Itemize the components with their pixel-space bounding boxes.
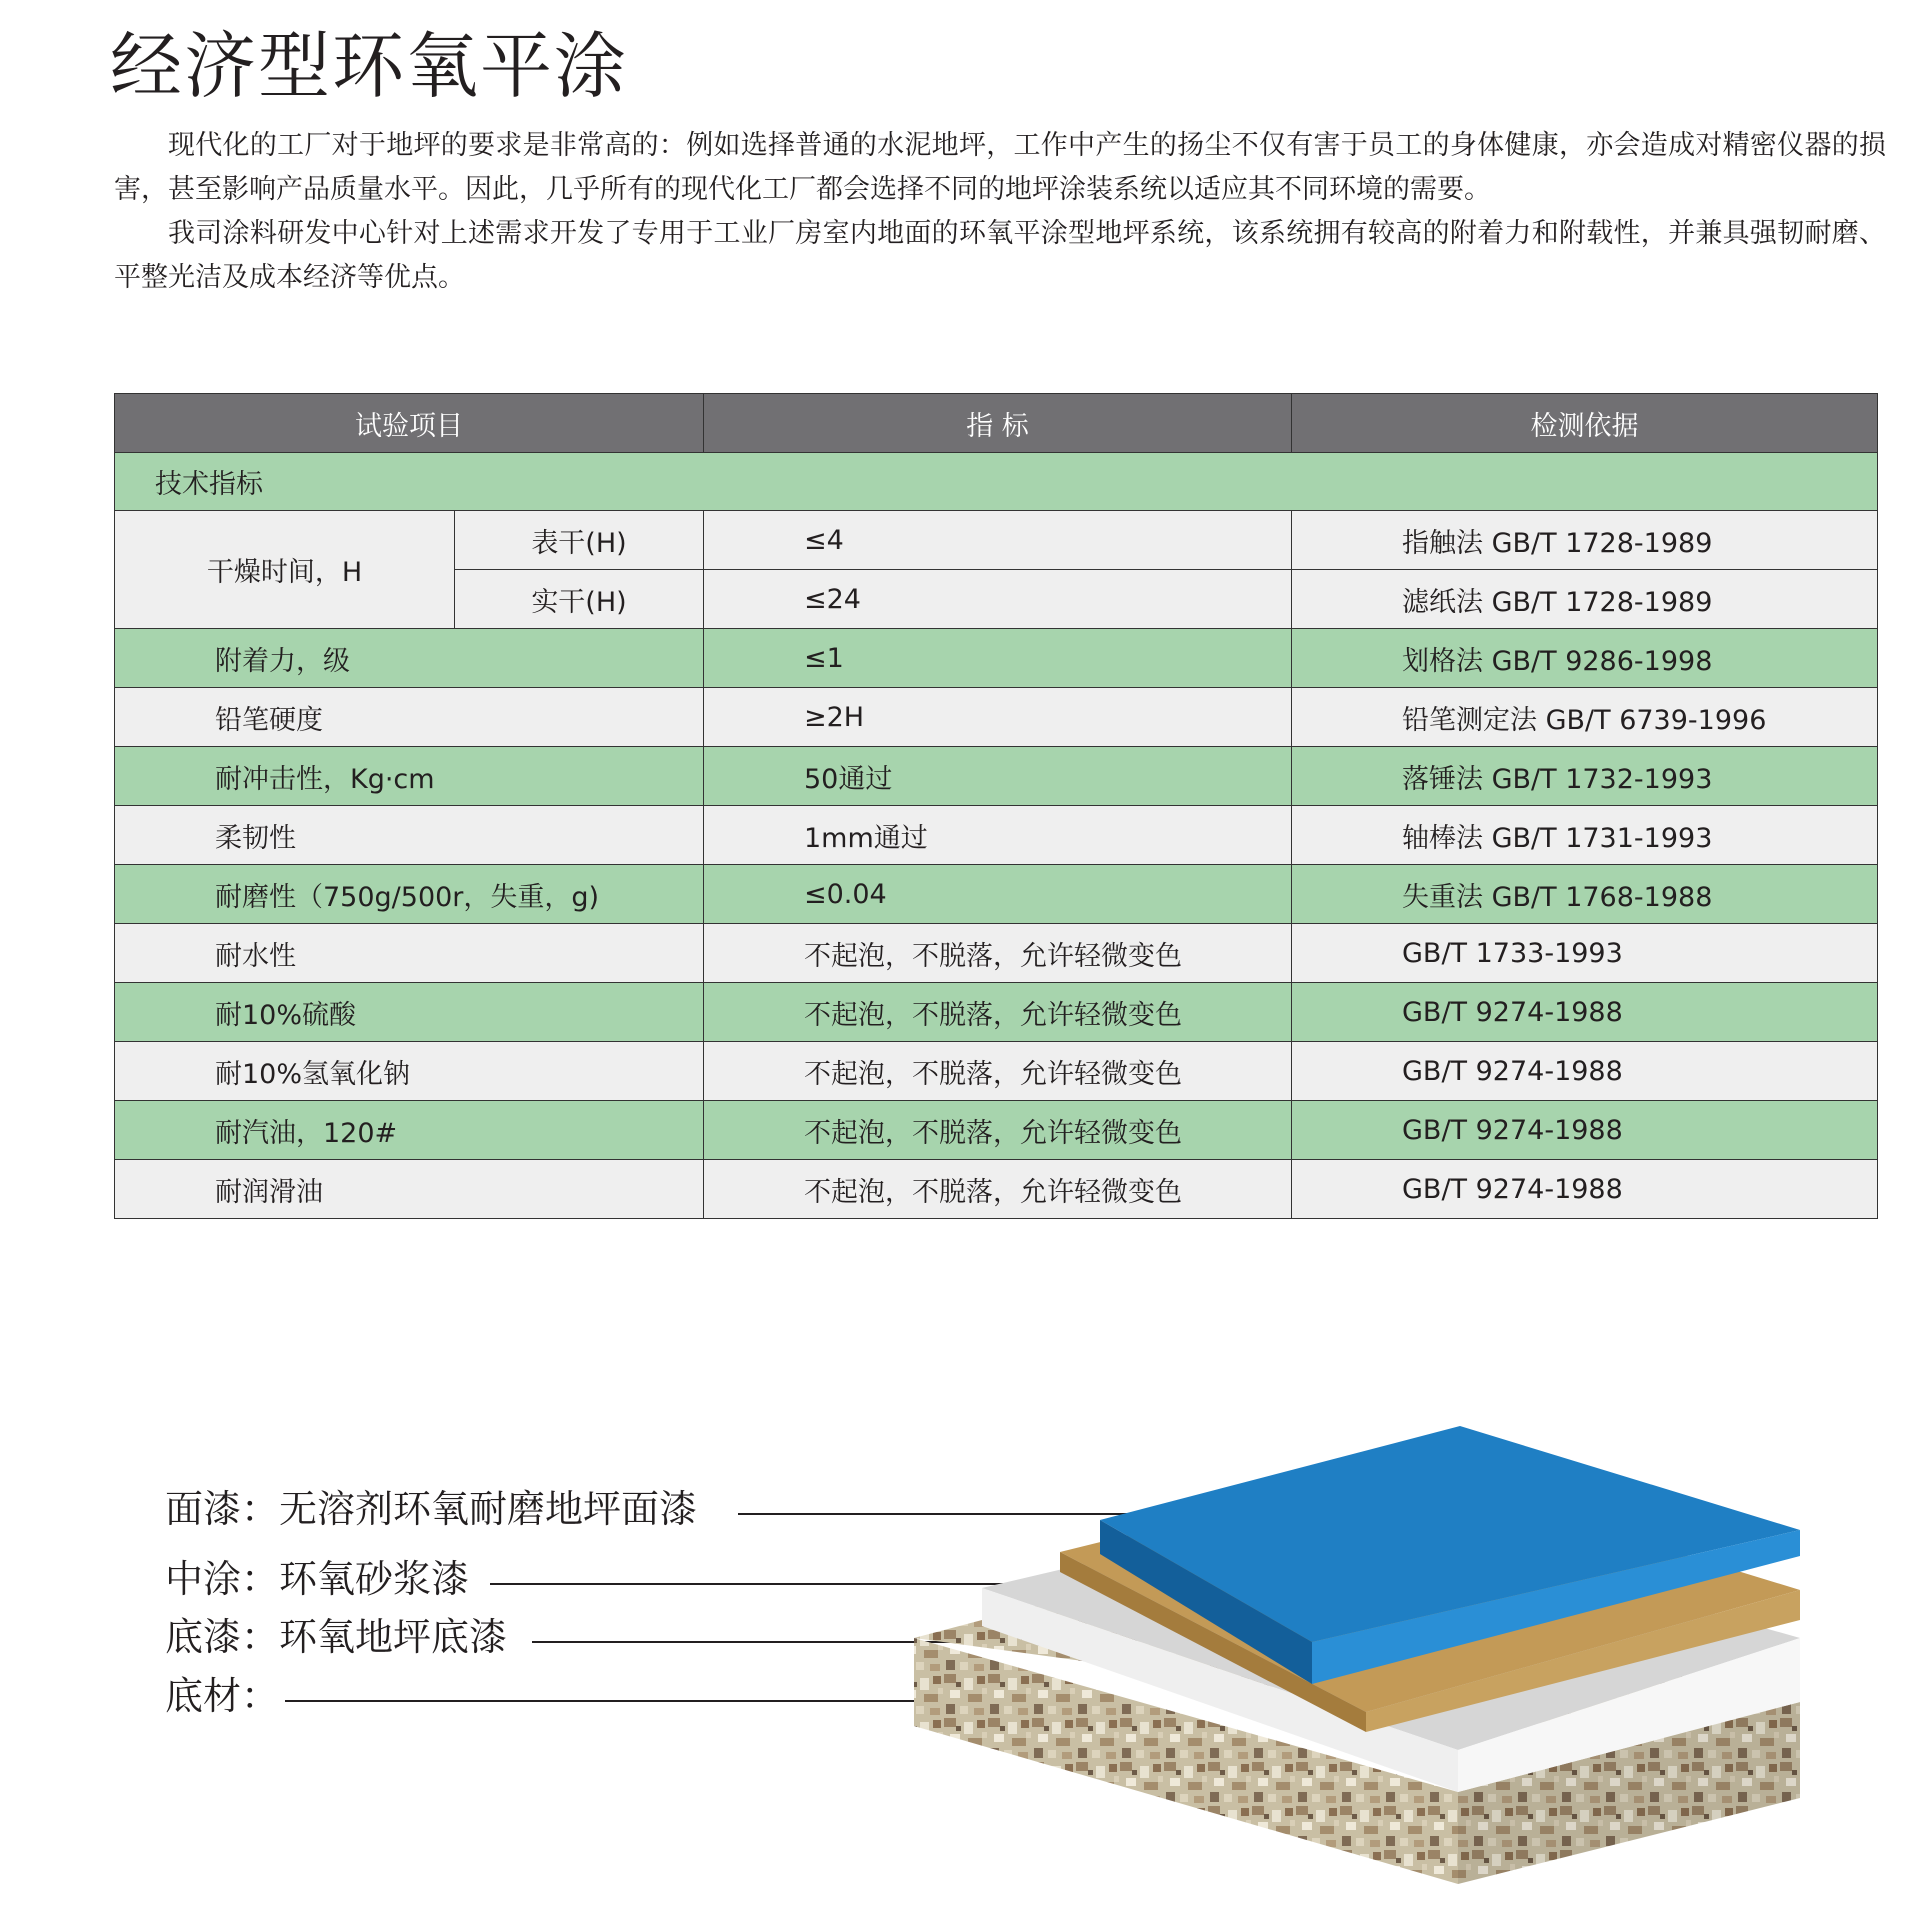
- drying-time-label: 干燥时间，H: [115, 511, 455, 629]
- layer-label-substrate: 底材：: [165, 1674, 280, 1718]
- value-cell: ≤24: [704, 570, 1292, 629]
- item-cell: 耐水性: [115, 924, 704, 983]
- table-row: [115, 511, 1878, 570]
- standard-cell: GB/T 9274-1988: [1292, 983, 1878, 1042]
- table-row: [115, 806, 1878, 865]
- header-indicator: 指 标: [704, 394, 1292, 453]
- table-row: [115, 1160, 1878, 1219]
- standard-cell: 轴棒法 GB/T 1731-1993: [1292, 806, 1878, 865]
- value-cell: 不起泡，不脱落，允许轻微变色: [704, 983, 1292, 1042]
- value-cell: 不起泡，不脱落，允许轻微变色: [704, 1160, 1292, 1219]
- table-caption: 技术指标: [115, 453, 1878, 511]
- standard-cell: 划格法 GB/T 9286-1998: [1292, 629, 1878, 688]
- table-row: [115, 983, 1878, 1042]
- header-standard: 检测依据: [1292, 394, 1878, 453]
- value-cell: ≤0.04: [704, 865, 1292, 924]
- table-row: [115, 865, 1878, 924]
- sub-item: 实干(H): [455, 570, 704, 629]
- standard-cell: 落锤法 GB/T 1732-1993: [1292, 747, 1878, 806]
- value-cell: 不起泡，不脱落，允许轻微变色: [704, 1042, 1292, 1101]
- table-caption-row: [115, 453, 1878, 511]
- standard-cell: 失重法 GB/T 1768-1988: [1292, 865, 1878, 924]
- value-cell: 1mm通过: [704, 806, 1292, 865]
- item-cell: 耐润滑油: [115, 1160, 704, 1219]
- value-cell: ≤4: [704, 511, 1292, 570]
- item-cell: 耐磨性（750g/500r，失重，g): [115, 865, 704, 924]
- standard-cell: GB/T 9274-1988: [1292, 1160, 1878, 1219]
- leader-line-substrate: [285, 1700, 965, 1702]
- item-cell: 耐汽油，120#: [115, 1101, 704, 1160]
- standard-cell: GB/T 9274-1988: [1292, 1042, 1878, 1101]
- spec-table: [114, 393, 1878, 1219]
- value-cell: ≥2H: [704, 688, 1292, 747]
- standard-cell: 指触法 GB/T 1728-1989: [1292, 511, 1878, 570]
- value-cell: 不起泡，不脱落，允许轻微变色: [704, 924, 1292, 983]
- layer-label-midcoat: 中涂：环氧砂浆漆: [165, 1557, 470, 1601]
- item-cell: 耐10%硫酸: [115, 983, 704, 1042]
- value-cell: 50通过: [704, 747, 1292, 806]
- page-title: 经济型环氧平涂: [110, 24, 629, 108]
- intro-paragraph-1: 现代化的工厂对于地坪的要求是非常高的：例如选择普通的水泥地坪，工作中产生的扬尘不仅有害于员工的身体健康，亦会造成对精密仪器的损害，甚至影响产品质量水平。因此，几乎所有的现代化工厂都会选择不同的地坪涂装系统以适应其不同环境的需要。: [114, 130, 1886, 205]
- item-cell: 附着力，级: [115, 629, 704, 688]
- intro-text: [114, 124, 1886, 300]
- item-cell: 耐冲击性，Kg·cm: [115, 747, 704, 806]
- standard-cell: 铅笔测定法 GB/T 6739-1996: [1292, 688, 1878, 747]
- item-cell: 铅笔硬度: [115, 688, 704, 747]
- value-cell: 不起泡，不脱落，允许轻微变色: [704, 1101, 1292, 1160]
- sub-item: 表干(H): [455, 511, 704, 570]
- table-row: [115, 924, 1878, 983]
- layer-label-topcoat: 面漆：无溶剂环氧耐磨地坪面漆: [165, 1487, 698, 1531]
- header-test-item: 试验项目: [115, 394, 704, 453]
- intro-paragraph-2: 我司涂料研发中心针对上述需求开发了专用于工业厂房室内地面的环氧平涂型地坪系统，该系统拥有较高的附着力和附载性，并兼具强韧耐磨、平整光洁及成本经济等优点。: [114, 218, 1886, 293]
- table-row: [115, 747, 1878, 806]
- value-cell: ≤1: [704, 629, 1292, 688]
- standard-cell: GB/T 9274-1988: [1292, 1101, 1878, 1160]
- floor-layers-diagram: [900, 1410, 1820, 1890]
- layer-label-primer: 底漆：环氧地坪底漆: [165, 1615, 508, 1659]
- item-cell: 柔韧性: [115, 806, 704, 865]
- table-header-row: [115, 394, 1878, 453]
- table-row: [115, 629, 1878, 688]
- standard-cell: 滤纸法 GB/T 1728-1989: [1292, 570, 1878, 629]
- standard-cell: GB/T 1733-1993: [1292, 924, 1878, 983]
- table-row: [115, 1042, 1878, 1101]
- table-row: [115, 688, 1878, 747]
- table-row: [115, 1101, 1878, 1160]
- item-cell: 耐10%氢氧化钠: [115, 1042, 704, 1101]
